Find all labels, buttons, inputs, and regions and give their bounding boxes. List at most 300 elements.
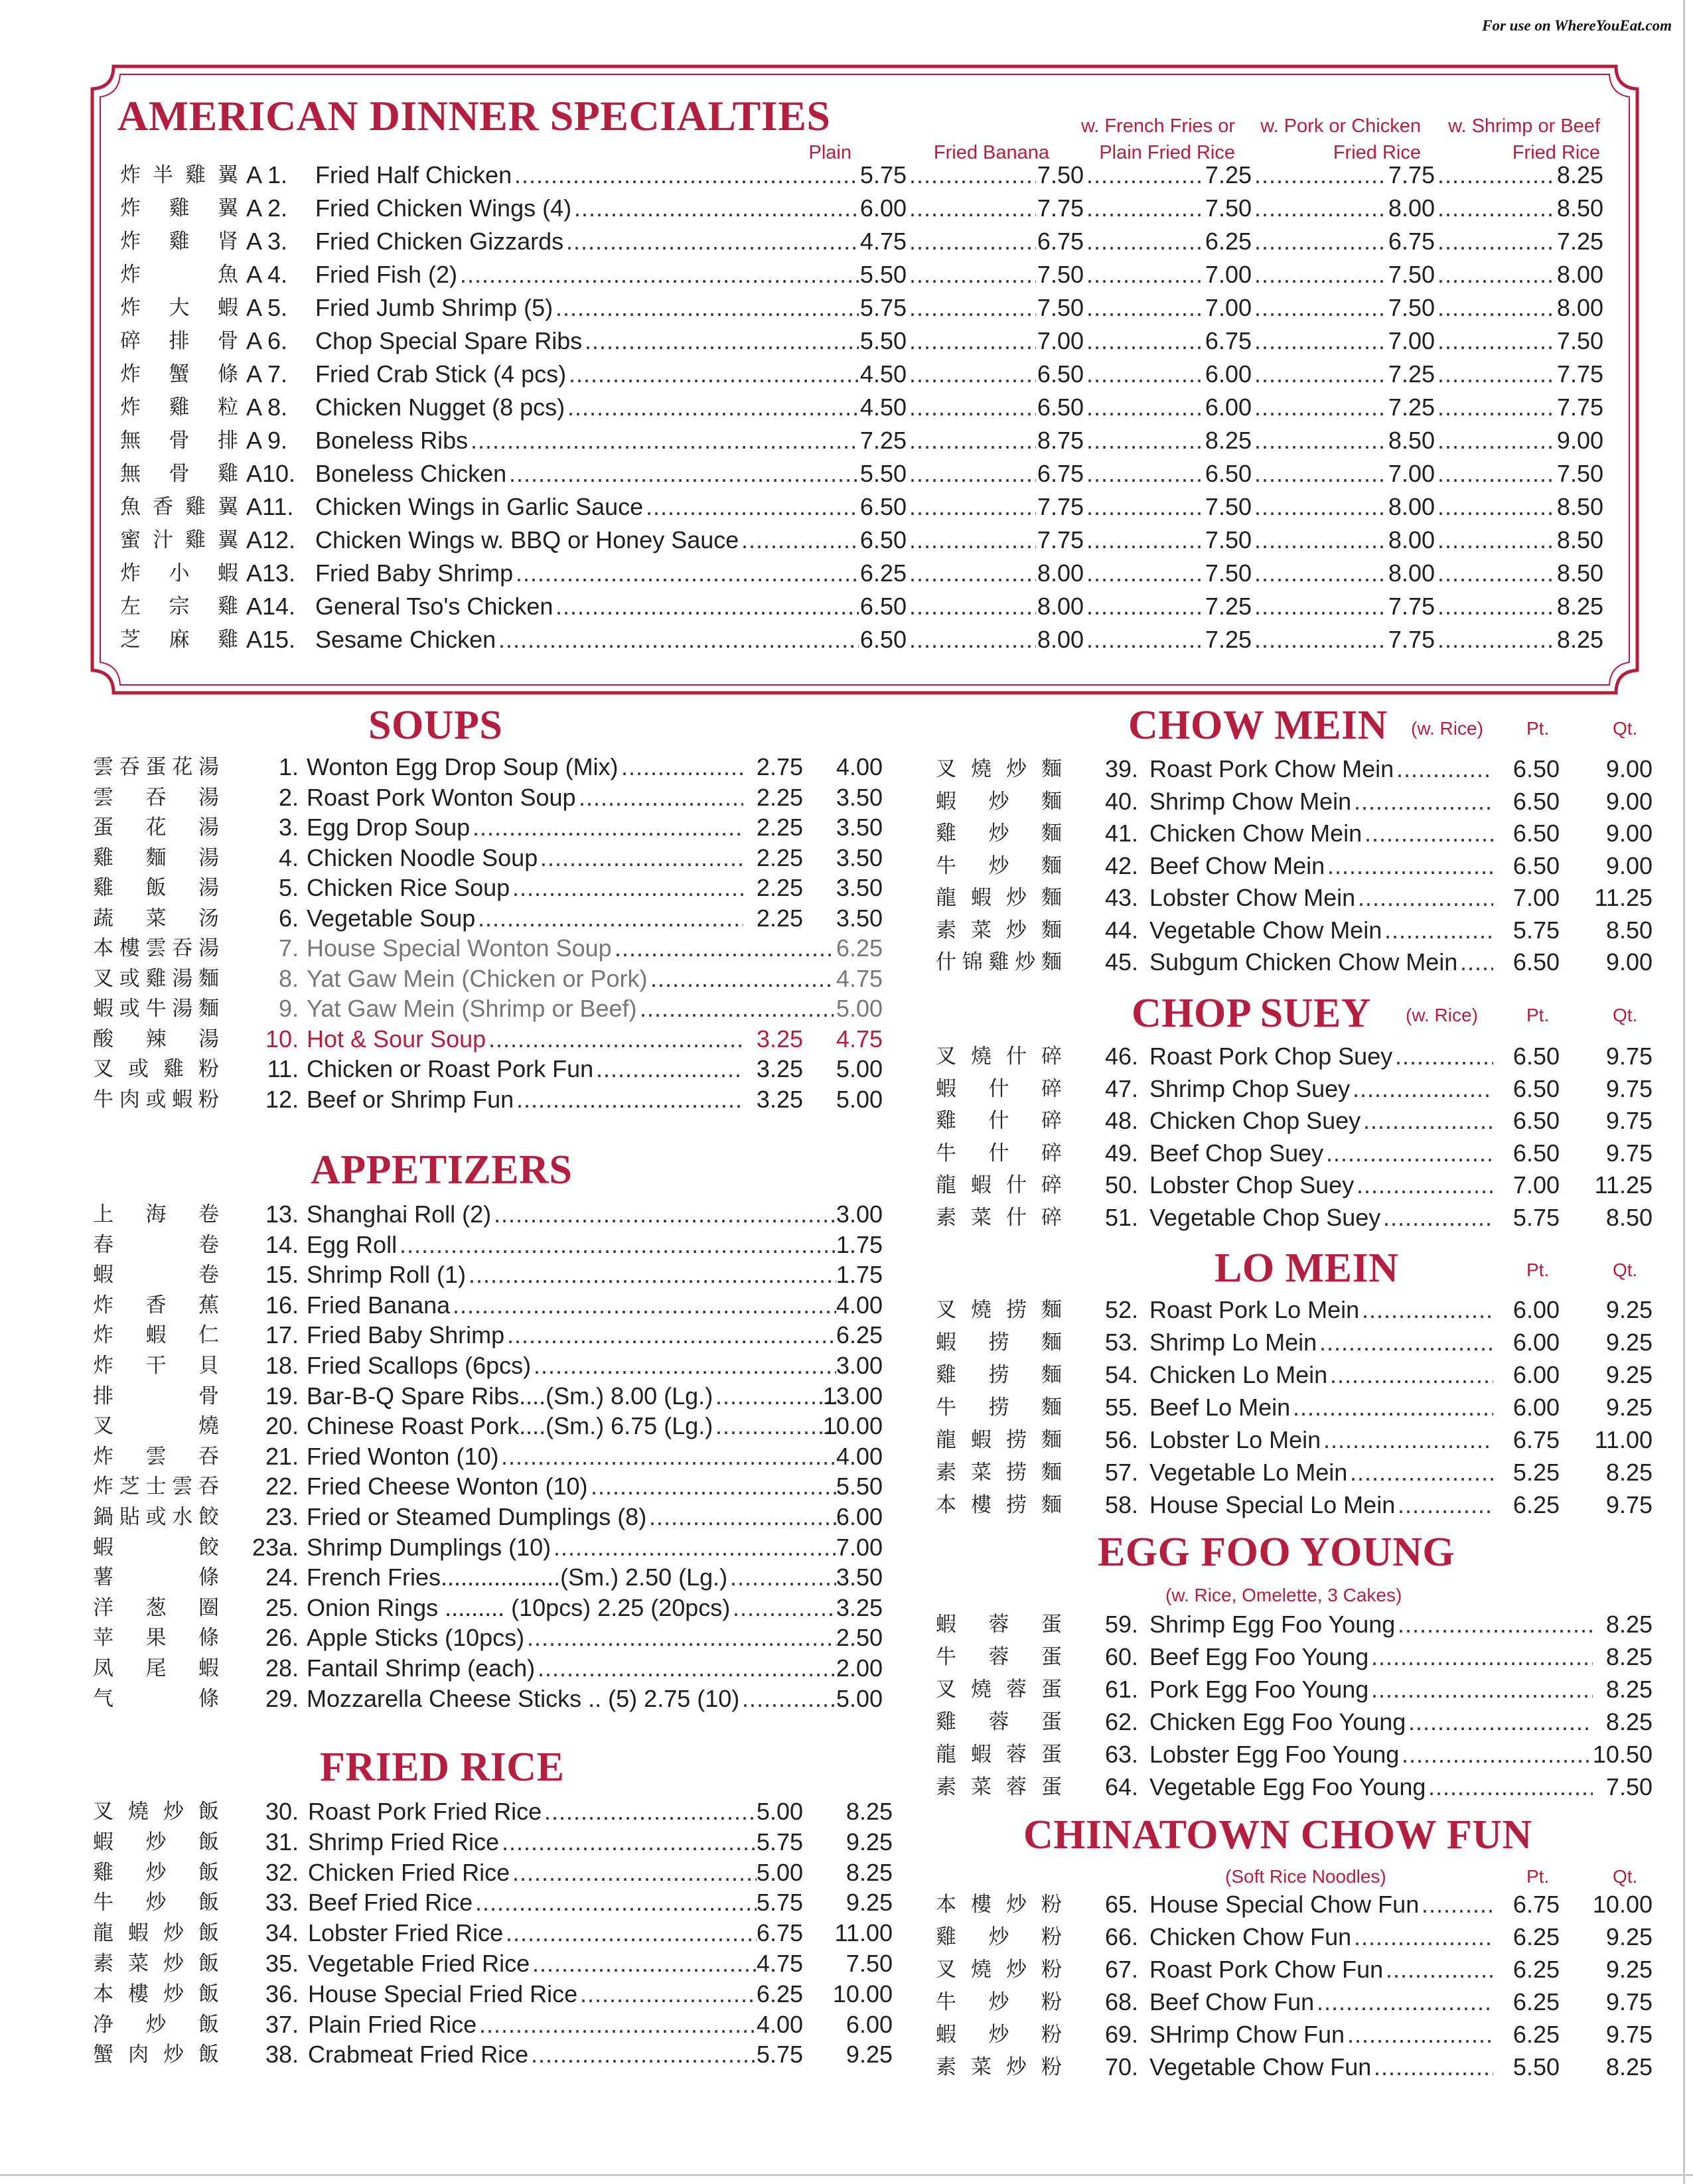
chinese-name	[120, 159, 238, 191]
chinese-name	[936, 946, 1062, 978]
chinese-name	[93, 2039, 219, 2071]
dot-leader	[555, 292, 859, 324]
price-pint: 5.75	[756, 1889, 803, 1917]
price-pint: 2.25	[756, 874, 803, 901]
chinese-char: 湯	[198, 845, 219, 870]
chinese-name	[93, 1562, 219, 1593]
chinese-char: 凤	[93, 1656, 113, 1680]
chinese-char: 貝	[198, 1354, 219, 1378]
chinese-name	[93, 1410, 219, 1442]
chinese-char: 蟹	[93, 2043, 113, 2067]
chinese-char: 炸	[93, 1293, 113, 1317]
item-name: Fried Wonton (10)	[307, 1442, 499, 1470]
chinese-char: 粉	[1041, 1958, 1062, 1982]
price-col-4: 8.50	[1388, 427, 1435, 454]
item-name: Beef Lo Mein	[1149, 1394, 1291, 1421]
chinese-char: 燒	[971, 1298, 992, 1322]
item-name: Chicken or Roast Pork Fun	[307, 1055, 594, 1082]
dot-leader	[1254, 458, 1387, 490]
item-number: 29.	[265, 1684, 299, 1712]
chinese-name	[936, 1041, 1062, 1072]
chinese-char: 气	[93, 1686, 113, 1711]
chinese-char: 香	[145, 1293, 167, 1317]
dot-leader	[1437, 325, 1556, 357]
chinese-char: 炒	[988, 1925, 1009, 1949]
chinese-name	[120, 557, 238, 589]
item-name: Roast Pork Chop Suey	[1149, 1043, 1393, 1070]
chinese-char: 條	[198, 1686, 219, 1711]
price-quart: 8.50	[1605, 916, 1653, 944]
price-quart: 11.25	[1594, 884, 1653, 911]
price-col-1: 6.50	[859, 593, 907, 620]
lo-mein-item-row	[936, 1327, 1653, 1358]
chinese-char: 叉	[936, 1045, 956, 1068]
dot-leader	[514, 159, 859, 191]
chinese-char: 炸	[120, 196, 141, 220]
chinese-char: 蛋	[1041, 1710, 1062, 1734]
dot-leader	[1437, 159, 1556, 191]
egg-foo-young-note: (w. Rice, Omelette, 3 Cakes)	[1165, 1585, 1402, 1605]
chinese-char: 翼	[218, 528, 238, 552]
chinese-char: 魚	[218, 263, 238, 287]
price-col-3: 7.00	[1205, 261, 1252, 288]
price-quart: 9.00	[1605, 820, 1653, 847]
price-pint: 3.25	[756, 1085, 803, 1113]
chinese-name	[93, 1350, 219, 1382]
item-number: 42.	[1104, 851, 1138, 879]
chinese-char: 碎	[1041, 1173, 1062, 1197]
price-quart: 9.75	[1605, 2021, 1653, 2048]
price-quart: 3.50	[836, 783, 883, 811]
chinese-char: 捞	[988, 1396, 1009, 1420]
chinese-name	[936, 1294, 1062, 1326]
chinese-char: 麵	[1041, 1396, 1062, 1420]
col-head-fried-banana: Fried Banana	[933, 142, 1049, 163]
price-quart: 11.25	[1594, 1171, 1653, 1199]
soup-item-row	[93, 1084, 883, 1116]
chinese-char: 水	[172, 1505, 193, 1529]
chinese-name	[936, 753, 1062, 785]
price-col-2: 7.00	[1037, 327, 1084, 354]
chinese-char: 碎	[1041, 1076, 1062, 1101]
price-quart: 5.00	[836, 995, 883, 1022]
price-col-2: 8.00	[1037, 593, 1084, 620]
chinese-char: 雞	[93, 845, 113, 870]
price-col-3: 7.25	[1205, 593, 1252, 620]
chow-fun-note: (Soft Rice Noodles)	[1225, 1866, 1386, 1887]
chinese-char: 炸	[93, 1323, 113, 1348]
dot-leader	[909, 226, 1036, 257]
dot-leader	[909, 192, 1036, 224]
american-item-row	[113, 425, 1603, 457]
chow-mein-item-row	[936, 786, 1653, 818]
price-col-2: 7.75	[1037, 194, 1084, 222]
dot-leader	[909, 524, 1036, 556]
chinese-char: 净	[93, 2012, 113, 2037]
chinese-char: 卷	[198, 1263, 219, 1287]
price-col-4: 7.75	[1388, 161, 1435, 188]
dot-leader	[1086, 358, 1204, 390]
item-number: 40.	[1104, 787, 1138, 815]
price-pint: 7.00	[1512, 884, 1560, 911]
price-col-2: 7.75	[1037, 493, 1084, 520]
chinese-char: 素	[936, 1205, 956, 1230]
chinese-char: 或	[145, 1087, 167, 1112]
chinese-char: 麻	[169, 628, 190, 652]
chinese-char: 捞	[988, 1363, 1009, 1387]
fried-rice-item-row	[93, 1917, 893, 1949]
price-col-5: 8.25	[1556, 593, 1603, 620]
section-title-fried-rice: FRIED RICE	[320, 1745, 565, 1790]
chinese-name	[93, 842, 219, 874]
soup-item-row	[93, 872, 883, 904]
fried-rice-item-row	[93, 1948, 893, 1980]
price-pint: 6.00	[1512, 1329, 1560, 1356]
item-number: 61.	[1104, 1676, 1138, 1703]
chinese-char: 素	[936, 1461, 956, 1485]
price-quart: 3.50	[836, 814, 883, 841]
chinese-char: 蓉	[988, 1645, 1009, 1669]
chinese-char: 炒	[988, 2023, 1009, 2047]
dot-leader	[1254, 392, 1387, 423]
item-number: 68.	[1104, 1988, 1138, 2015]
chinese-char: 麵	[1041, 789, 1062, 814]
item-name: Beef Chow Mein	[1149, 851, 1325, 879]
dot-leader	[1437, 591, 1556, 622]
appetizer-item-row	[93, 1622, 883, 1654]
price-quart: 9.25	[846, 2041, 893, 2069]
dot-leader	[555, 591, 859, 622]
chinese-char: 菜	[971, 1775, 992, 1799]
chinese-char: 麵	[1041, 918, 1062, 942]
chinese-char: 牛	[936, 1141, 956, 1165]
chinese-char: 捞	[1006, 1428, 1027, 1452]
chinese-name	[936, 1392, 1062, 1423]
american-specialties-box	[87, 61, 1643, 698]
price-quart: 9.75	[1605, 1043, 1653, 1070]
section-title-lo-mein: LO MEIN	[1215, 1246, 1399, 1291]
chinese-name	[93, 1441, 219, 1473]
chinese-char: 叉	[936, 1678, 956, 1702]
price-quart: 9.75	[1605, 1139, 1653, 1167]
price-pint: 2.25	[756, 783, 803, 811]
price-quart: 6.00	[846, 2010, 893, 2038]
price-col-4: 7.25	[1388, 394, 1435, 421]
item-name: Boneless Ribs	[315, 427, 469, 454]
item-number: 51.	[1104, 1203, 1138, 1231]
chinese-char: 骨	[198, 1384, 219, 1408]
chinese-char: 炒	[163, 1921, 184, 1946]
appetizer-item-row	[93, 1229, 883, 1261]
chinese-char: 蓉	[988, 1613, 1009, 1637]
price-quart: 9.75	[1605, 1491, 1653, 1518]
item-number: 59.	[1104, 1611, 1138, 1638]
price-col-3: 7.25	[1205, 626, 1252, 653]
american-item-row	[113, 458, 1603, 490]
chinese-char: 炸	[120, 263, 141, 287]
price-col-2: 7.50	[1037, 161, 1084, 188]
chinese-char: 宗	[169, 595, 190, 619]
chow-fun-item-row	[936, 2019, 1653, 2051]
item-number: 67.	[1104, 1956, 1138, 1983]
chinese-char: 雞	[145, 966, 167, 991]
price-col-4: 7.00	[1388, 460, 1435, 487]
dot-leader	[567, 392, 859, 423]
appetizer-item-row	[93, 1319, 883, 1351]
chinese-char: 左	[120, 595, 141, 619]
price-pint: 6.75	[756, 1919, 803, 1947]
item-name: General Tso's Chicken	[315, 593, 553, 620]
item-number: 15.	[265, 1261, 299, 1289]
dot-leader	[909, 591, 1036, 622]
price-col-1: 6.50	[859, 493, 907, 520]
price-quart: 9.25	[846, 1828, 893, 1856]
chinese-char: 飯	[198, 2012, 219, 2037]
item-name: Yat Gaw Mein (Shrimp or Beef)	[307, 995, 637, 1022]
item-name: Vegetable Chow Fun	[1149, 2053, 1372, 2080]
item-number: A14.	[246, 593, 296, 620]
dot-leader	[1437, 392, 1556, 423]
chinese-name	[936, 1169, 1062, 1201]
item-name: Lobster Lo Mein	[1149, 1426, 1321, 1453]
chinese-name	[936, 1359, 1062, 1391]
chinese-char: 蝦	[198, 1656, 219, 1680]
price-pint: 5.75	[1512, 1203, 1560, 1231]
item-name: Chop Special Spare Ribs	[315, 327, 583, 354]
price-pint: 6.25	[1512, 1988, 1560, 2015]
chinese-char: 雞	[936, 1925, 956, 1949]
dot-leader	[569, 358, 859, 390]
price: 3.50	[836, 1564, 883, 1591]
item-number: 31.	[265, 1828, 299, 1856]
chow-mein-qt-label: Qt.	[1613, 718, 1638, 739]
dot-leader	[1086, 192, 1204, 224]
price-pint: 6.50	[1512, 755, 1560, 782]
chinese-name	[120, 392, 238, 423]
price-col-4: 7.75	[1388, 593, 1435, 620]
chinese-char: 炒	[988, 1990, 1009, 2014]
chow-fun-pt-label: Pt.	[1526, 1866, 1550, 1887]
chinese-char: 蛋	[1041, 1645, 1062, 1669]
dot-leader	[1437, 425, 1556, 457]
item-number: A10.	[246, 460, 296, 487]
item-name: Shrimp Roll (1)	[307, 1261, 467, 1289]
price-col-3: 7.50	[1205, 493, 1252, 520]
price: 13.00	[822, 1382, 883, 1410]
dot-leader	[1437, 192, 1556, 224]
chinese-char: 雞	[185, 528, 206, 552]
appetizer-item-row	[93, 1532, 883, 1564]
chinese-char: 湯	[172, 966, 193, 991]
dot-leader	[1086, 425, 1204, 457]
appetizer-item-row	[93, 1652, 883, 1684]
item-number: 69.	[1104, 2021, 1138, 2048]
chinese-char: 鍋	[93, 1505, 113, 1529]
price-col-4: 8.00	[1388, 194, 1435, 222]
item-number: 13.	[265, 1201, 299, 1228]
chop-suey-item-row	[936, 1105, 1653, 1137]
item-number: 64.	[1104, 1773, 1138, 1800]
item-number: 11.	[267, 1055, 299, 1082]
item-name: Fried Chicken Gizzards	[315, 228, 564, 255]
chinese-char: 蝦	[936, 1076, 956, 1101]
item-number: 60.	[1104, 1643, 1138, 1670]
price-col-2: 6.75	[1037, 228, 1084, 255]
price-pint: 4.75	[756, 1950, 803, 1977]
price-quart: 4.75	[836, 1025, 883, 1053]
price-col-1: 6.00	[859, 194, 907, 222]
chow-mein-pt-label: Pt.	[1526, 718, 1550, 739]
price-col-4: 6.75	[1388, 228, 1435, 255]
chinese-char: 粉	[198, 1087, 219, 1112]
price-quart: 9.00	[1605, 787, 1653, 815]
dot-leader	[1086, 458, 1204, 490]
chinese-char: 翼	[218, 196, 238, 220]
price-quart: 8.25	[846, 1858, 893, 1886]
price-pint: 6.50	[1512, 948, 1560, 976]
chinese-char: 雲	[93, 785, 113, 810]
item-number: 26.	[265, 1624, 299, 1652]
dot-leader	[473, 812, 743, 843]
chinese-char: 素	[936, 918, 956, 942]
fried-rice-item-row	[93, 1887, 893, 1919]
chinese-name	[936, 1706, 1062, 1738]
chinese-char: 什	[1006, 1173, 1027, 1197]
chinese-char: 排	[93, 1384, 113, 1408]
price-col-1: 5.50	[859, 327, 907, 354]
chinese-char: 炒	[1006, 886, 1027, 910]
chinese-char: 飯	[198, 1800, 219, 1824]
chinese-char: 麵	[1041, 1493, 1062, 1517]
chinese-char: 粉	[1041, 1990, 1062, 2014]
price-col-4: 7.50	[1388, 294, 1435, 321]
soup-item-row	[93, 812, 883, 843]
price-quart: 9.25	[1605, 1329, 1653, 1356]
chinese-char: 麵	[1041, 950, 1062, 974]
chinese-char: 叉	[93, 1800, 113, 1824]
chinese-char: 蝦	[936, 2023, 956, 2047]
chinese-name	[120, 226, 238, 257]
fried-rice-item-row	[93, 1826, 893, 1858]
price-quart: 3.50	[836, 874, 883, 901]
price-col-2: 6.50	[1037, 360, 1084, 388]
chinese-char: 或	[128, 1057, 149, 1081]
chinese-char: 雲	[172, 1475, 193, 1499]
price-col-2: 7.75	[1037, 526, 1084, 553]
chop-suey-item-row	[936, 1169, 1653, 1201]
chinese-char: 蓉	[1006, 1678, 1027, 1702]
chinese-name	[93, 1199, 219, 1230]
chinese-name	[936, 882, 1062, 914]
chinese-char: 樓	[128, 1982, 149, 2006]
chinese-name	[93, 751, 219, 783]
chinese-char: 蟹	[169, 362, 190, 386]
chinese-name	[93, 1084, 219, 1116]
price-quart: 9.25	[1605, 1923, 1653, 1950]
item-number: 30.	[265, 1798, 299, 1825]
soup-item-row	[93, 1023, 883, 1055]
dot-leader	[516, 1084, 743, 1116]
chinese-name	[936, 2019, 1062, 2051]
col-head-shrimp-beef-2: Fried Rice	[1512, 142, 1600, 163]
item-number: 23a.	[252, 1533, 299, 1561]
chinese-name	[93, 1471, 219, 1502]
chinese-char: 麵	[1041, 886, 1062, 910]
item-number: A12.	[246, 526, 296, 553]
dot-leader	[1293, 1392, 1493, 1423]
price: 1.75	[836, 1261, 883, 1289]
dot-leader	[909, 557, 1036, 589]
chinese-char: 大	[169, 296, 190, 320]
price: 8.25	[1605, 1676, 1653, 1703]
chinese-char: 捞	[1006, 1461, 1027, 1485]
chinese-char: 什	[1006, 1045, 1027, 1068]
price-quart: 8.25	[1605, 2053, 1653, 2080]
chop-suey-item-row	[936, 1073, 1653, 1105]
chinese-name	[936, 1609, 1062, 1640]
chinese-name	[93, 963, 219, 995]
dot-leader	[478, 903, 743, 934]
dot-leader	[1254, 226, 1387, 257]
chinese-char: 貼	[119, 1505, 140, 1529]
price: 8.25	[1605, 1708, 1653, 1735]
chinese-name	[93, 1652, 219, 1684]
price-col-5: 8.00	[1556, 294, 1603, 321]
item-name: Lobster Chop Suey	[1149, 1171, 1355, 1199]
item-number: 48.	[1104, 1107, 1138, 1134]
chop-suey-qt-label: Qt.	[1613, 1005, 1638, 1025]
price-pint: 6.75	[1512, 1426, 1560, 1453]
price-quart: 9.75	[1605, 1074, 1653, 1102]
chinese-char: 炒	[1006, 1893, 1027, 1917]
soup-item-row	[93, 963, 883, 995]
chinese-char: 菜	[145, 906, 167, 930]
chinese-name	[93, 2009, 219, 2041]
item-number: 6.	[278, 904, 299, 932]
item-name: Chicken Rice Soup	[307, 874, 510, 901]
chinese-char: 炒	[1006, 757, 1027, 781]
price-pint: 6.00	[1512, 1394, 1560, 1421]
american-item-row	[113, 292, 1603, 324]
chinese-name	[936, 1641, 1062, 1673]
fried-rice-item-row	[93, 1857, 893, 1889]
price-quart: 6.25	[836, 934, 883, 962]
chinese-char: 炸	[120, 296, 141, 320]
dot-leader	[909, 325, 1036, 357]
dot-leader	[1086, 392, 1204, 423]
price-pint: 2.75	[756, 753, 803, 780]
chinese-char: 蝦	[971, 1428, 992, 1452]
chinese-char: 辣	[145, 1027, 167, 1051]
price-col-2: 7.50	[1037, 294, 1084, 321]
dot-leader	[1086, 491, 1204, 523]
item-name: Lobster Chow Mein	[1149, 884, 1356, 911]
price: 1.75	[836, 1230, 883, 1258]
chinese-char: 牛	[93, 1891, 113, 1915]
appetizer-item-row	[93, 1562, 883, 1593]
chinese-char: 粉	[1041, 2055, 1062, 2079]
item-name: Lobster Egg Foo Young	[1149, 1741, 1400, 1768]
item-name: Roast Pork Lo Mein	[1149, 1296, 1360, 1323]
price-col-3: 8.25	[1205, 427, 1252, 454]
chinese-name	[120, 292, 238, 324]
chinese-char: 雞	[163, 1057, 184, 1081]
chinese-char: 碎	[1041, 1205, 1062, 1230]
chinese-char: 碎	[1041, 1141, 1062, 1165]
price-quart: 10.00	[832, 1980, 893, 2007]
price-col-1: 6.25	[859, 559, 907, 587]
chinese-char: 香	[153, 495, 173, 519]
